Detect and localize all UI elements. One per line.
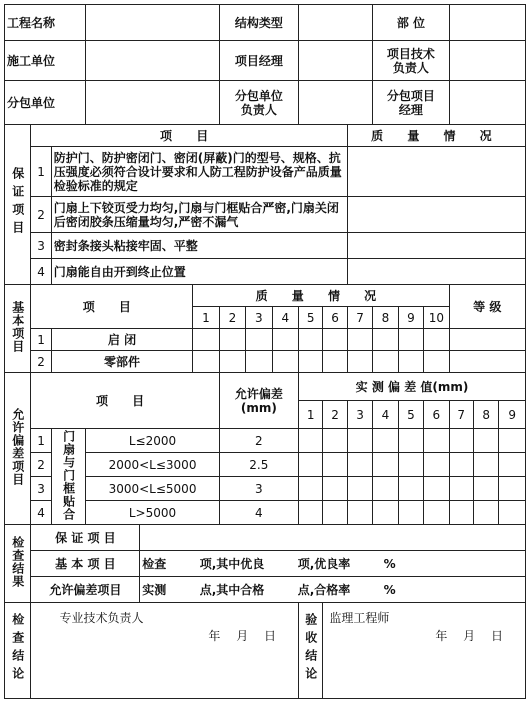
- project-name-label: 工程名称: [5, 5, 86, 41]
- results-basic-text: 检查 项,其中优良 项,优良率 %: [140, 551, 526, 577]
- sub-lead-label: 分包单位 负责人: [219, 81, 298, 125]
- basic-grade-header: 等 级: [449, 285, 525, 329]
- basic-cell[interactable]: [373, 329, 398, 351]
- basic-grade-cell[interactable]: [449, 329, 525, 351]
- tolerance-cell[interactable]: [373, 429, 398, 453]
- basic-cell[interactable]: [219, 329, 245, 351]
- tolerance-cell[interactable]: [449, 453, 473, 477]
- tolerance-row-allow: 4: [219, 501, 298, 525]
- guarantee-row-no: 4: [31, 259, 51, 285]
- results-guarantee-label: 保 证 项 目: [31, 525, 140, 551]
- basic-cell[interactable]: [246, 329, 272, 351]
- form-table: [4, 4, 526, 699]
- tolerance-cell[interactable]: [347, 501, 372, 525]
- basic-cell[interactable]: [398, 351, 423, 373]
- tolerance-cell[interactable]: [299, 453, 323, 477]
- inspect-role: 专业技术负责人: [59, 610, 144, 625]
- accept-role: 监理工程师: [329, 610, 390, 625]
- tolerance-cell[interactable]: [398, 477, 423, 501]
- tolerance-row-range: 3000<L≤5000: [86, 477, 219, 501]
- guarantee-row-quality[interactable]: [347, 233, 525, 259]
- tolerance-cell[interactable]: [323, 429, 347, 453]
- results-tolerance-text: 实测 点,其中合格 点,合格率 %: [140, 577, 526, 603]
- inspect-conclusion-label: 检查结论: [5, 603, 31, 699]
- basic-cell[interactable]: [193, 351, 219, 373]
- guarantee-row-quality[interactable]: [347, 197, 525, 233]
- basic-row-text: 零部件: [51, 351, 192, 373]
- basic-grade-cell[interactable]: [449, 351, 525, 373]
- basic-col-header: 6: [323, 307, 347, 329]
- inspect-conclusion-field[interactable]: [31, 603, 299, 699]
- guarantee-quality-header: 质 量 情 况: [347, 125, 525, 147]
- tolerance-col-header: 7: [449, 401, 473, 429]
- tolerance-col-header: 1: [299, 401, 323, 429]
- basic-cell[interactable]: [219, 351, 245, 373]
- basic-cell[interactable]: [323, 351, 347, 373]
- basic-cell[interactable]: [424, 351, 449, 373]
- tolerance-cell[interactable]: [473, 429, 498, 453]
- basic-col-header: 4: [272, 307, 298, 329]
- tolerance-section-label: 允许偏差项目: [5, 373, 31, 525]
- sub-manager-field[interactable]: [449, 81, 525, 125]
- tolerance-cell[interactable]: [449, 429, 473, 453]
- guarantee-items-header: 项 目: [31, 125, 347, 147]
- tolerance-row-allow: 3: [219, 477, 298, 501]
- subcontractor-field[interactable]: [86, 81, 219, 125]
- basic-col-header: 8: [373, 307, 398, 329]
- basic-cell[interactable]: [246, 351, 272, 373]
- tolerance-row-allow: 2: [219, 429, 298, 453]
- guarantee-row-text: 门扇能自由开到终止位置: [51, 259, 347, 285]
- tolerance-cell[interactable]: [373, 501, 398, 525]
- tolerance-col-header: 2: [323, 401, 347, 429]
- structure-type-field[interactable]: [299, 5, 373, 41]
- tolerance-cell[interactable]: [398, 453, 423, 477]
- tolerance-cell[interactable]: [499, 501, 526, 525]
- guarantee-row-quality[interactable]: [347, 259, 525, 285]
- tolerance-row-no: 1: [31, 429, 51, 453]
- structure-type-label: 结构类型: [219, 5, 298, 41]
- tolerance-cell[interactable]: [373, 453, 398, 477]
- guarantee-row-text: 防护门、防护密闭门、密闭(屏蔽)门的型号、规格、抗压强度必须符合设计要求和人防工程防护设备产品质量检验标准的规定: [51, 147, 347, 197]
- tolerance-cell[interactable]: [424, 453, 449, 477]
- basic-col-header: 3: [246, 307, 272, 329]
- tolerance-col-header: 9: [499, 401, 526, 429]
- guarantee-row-text: 门扇上下铰页受力均匀,门扇与门框贴合严密,门扇关闭后密闭胶条压缩量均匀,严密不漏气: [51, 197, 347, 233]
- tolerance-cell[interactable]: [347, 477, 372, 501]
- basic-col-header: 2: [219, 307, 245, 329]
- basic-cell[interactable]: [193, 329, 219, 351]
- accept-conclusion-label: 验收结论: [299, 603, 323, 699]
- basic-cell[interactable]: [299, 329, 323, 351]
- tolerance-row-range: 2000<L≤3000: [86, 453, 219, 477]
- tolerance-measured-header: 实 测 偏 差 值(mm): [299, 373, 526, 401]
- tolerance-cell[interactable]: [347, 429, 372, 453]
- tolerance-cell[interactable]: [323, 501, 347, 525]
- tolerance-col-header: 3: [347, 401, 372, 429]
- basic-cell[interactable]: [398, 329, 423, 351]
- tolerance-cell[interactable]: [473, 501, 498, 525]
- sub-manager-label: 分包项目 经理: [373, 81, 449, 125]
- basic-section-label: 基本项目: [5, 285, 31, 373]
- project-name-field[interactable]: [86, 5, 219, 41]
- tolerance-cell[interactable]: [347, 453, 372, 477]
- tolerance-col-header: 5: [398, 401, 423, 429]
- guarantee-row-quality[interactable]: [347, 147, 525, 197]
- tolerance-row-no: 2: [31, 453, 51, 477]
- basic-col-header: 1: [193, 307, 219, 329]
- results-section-label: 检查结果: [5, 525, 31, 603]
- guarantee-row-no: 2: [31, 197, 51, 233]
- tolerance-cell[interactable]: [499, 429, 526, 453]
- tolerance-row-range: L>5000: [86, 501, 219, 525]
- results-basic-label: 基 本 项 目: [31, 551, 140, 577]
- part-field[interactable]: [449, 5, 525, 41]
- part-label: 部 位: [373, 5, 449, 41]
- tolerance-items-header: 项 目: [31, 373, 219, 429]
- basic-items-header: 项 目: [31, 285, 193, 329]
- tolerance-cell[interactable]: [398, 429, 423, 453]
- tolerance-cell[interactable]: [499, 453, 526, 477]
- tech-lead-field[interactable]: [449, 41, 525, 81]
- tolerance-cell[interactable]: [299, 477, 323, 501]
- tolerance-cell[interactable]: [323, 453, 347, 477]
- basic-cell[interactable]: [373, 351, 398, 373]
- tolerance-col-header: 4: [373, 401, 398, 429]
- project-manager-field[interactable]: [299, 41, 373, 81]
- guarantee-row-no: 1: [31, 147, 51, 197]
- tolerance-cell[interactable]: [299, 429, 323, 453]
- tolerance-row-range: L≤2000: [86, 429, 219, 453]
- tolerance-row-no: 4: [31, 501, 51, 525]
- guarantee-section-label: 保证项目: [5, 125, 31, 285]
- tolerance-row-allow: 2.5: [219, 453, 298, 477]
- tolerance-cell[interactable]: [424, 501, 449, 525]
- basic-col-header: 5: [299, 307, 323, 329]
- basic-cell[interactable]: [272, 329, 298, 351]
- tolerance-cell[interactable]: [398, 501, 423, 525]
- basic-col-header: 9: [398, 307, 423, 329]
- basic-row-text: 启 闭: [51, 329, 192, 351]
- project-manager-label: 项目经理: [219, 41, 298, 81]
- tolerance-cell[interactable]: [449, 501, 473, 525]
- tolerance-cell[interactable]: [424, 477, 449, 501]
- subcontractor-label: 分包单位: [5, 81, 86, 125]
- tolerance-row-no: 3: [31, 477, 51, 501]
- sub-lead-field[interactable]: [299, 81, 373, 125]
- results-tolerance-label: 允许偏差项目: [31, 577, 140, 603]
- inspect-date: 年 月 日: [208, 628, 283, 643]
- inspection-form: [4, 4, 526, 713]
- accept-conclusion-field[interactable]: [323, 603, 526, 699]
- basic-cell[interactable]: [299, 351, 323, 373]
- contractor-label: 施工单位: [5, 41, 86, 81]
- basic-cell[interactable]: [347, 329, 372, 351]
- contractor-field[interactable]: [86, 41, 219, 81]
- tolerance-cell[interactable]: [473, 477, 498, 501]
- tolerance-cell[interactable]: [299, 501, 323, 525]
- tolerance-col-header: 8: [473, 401, 498, 429]
- guarantee-row-no: 3: [31, 233, 51, 259]
- guarantee-row-text: 密封条接头粘接牢固、平整: [51, 233, 347, 259]
- tolerance-cell[interactable]: [323, 477, 347, 501]
- basic-cell[interactable]: [424, 329, 449, 351]
- tolerance-col-header: 6: [424, 401, 449, 429]
- tolerance-cell[interactable]: [424, 429, 449, 453]
- tolerance-group-label: 门扇与门框贴合: [51, 429, 86, 525]
- tolerance-cell[interactable]: [473, 453, 498, 477]
- tolerance-cell[interactable]: [449, 477, 473, 501]
- basic-cell[interactable]: [323, 329, 347, 351]
- tech-lead-label: 项目技术 负责人: [373, 41, 449, 81]
- accept-date: 年 月 日: [435, 628, 509, 643]
- tolerance-allow-header: 允许偏差 (mm): [219, 373, 298, 429]
- basic-col-header: 10: [424, 307, 449, 329]
- basic-cell[interactable]: [272, 351, 298, 373]
- tolerance-cell[interactable]: [499, 477, 526, 501]
- basic-row-no: 1: [31, 329, 51, 351]
- basic-quality-header: 质 量 情 况: [193, 285, 449, 307]
- basic-row-no: 2: [31, 351, 51, 373]
- basic-cell[interactable]: [347, 351, 372, 373]
- results-guarantee-field[interactable]: [140, 525, 526, 551]
- tolerance-cell[interactable]: [373, 477, 398, 501]
- basic-col-header: 7: [347, 307, 372, 329]
